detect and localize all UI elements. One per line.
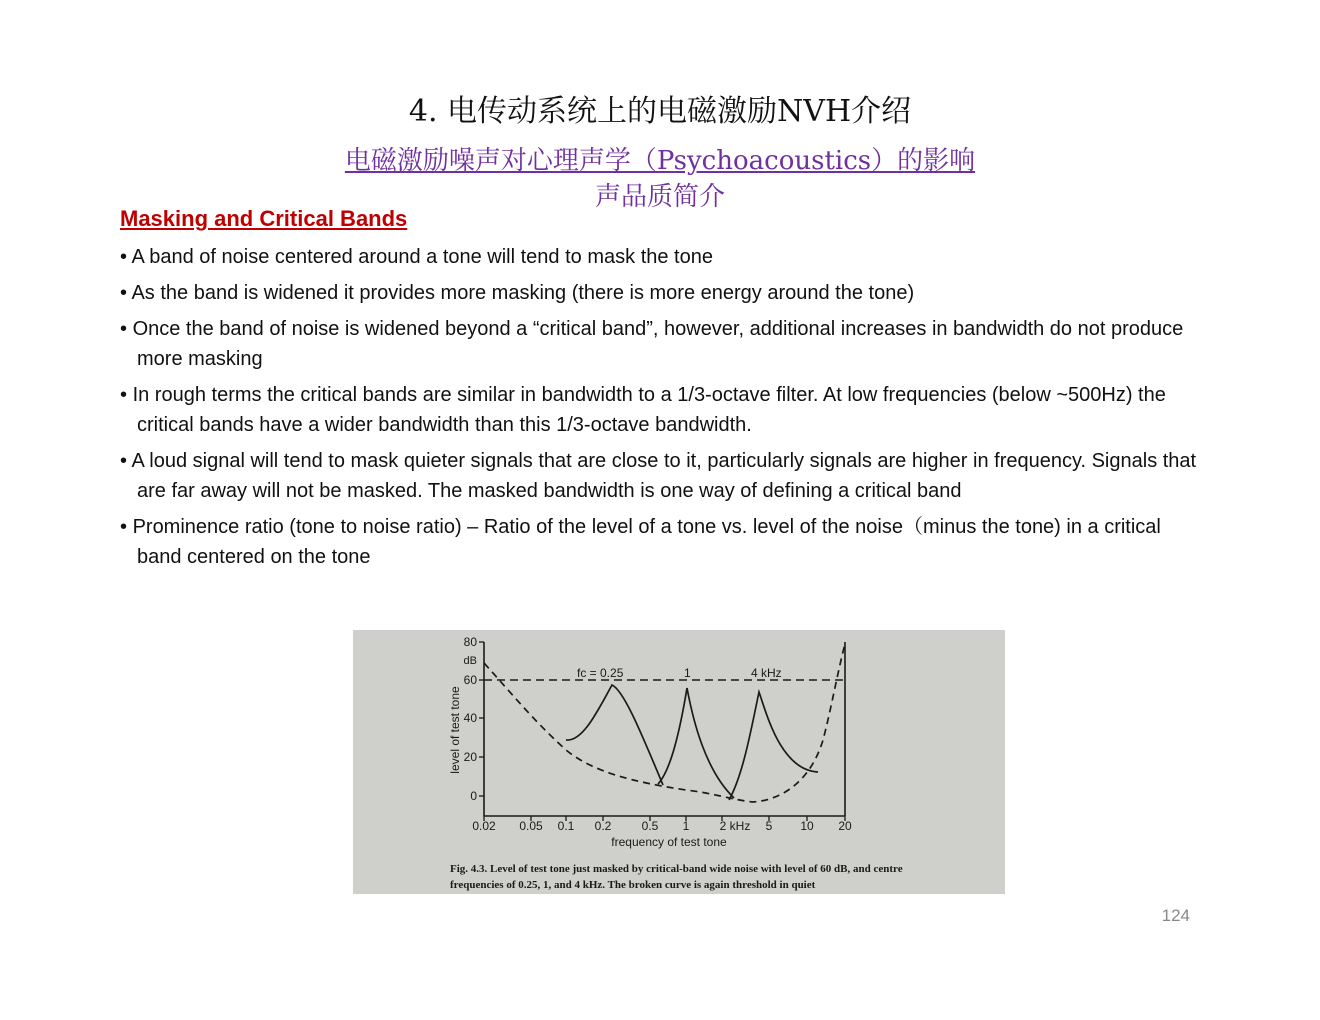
masking-figure (353, 630, 1005, 894)
bullet-item: • As the band is widened it provides more masking (there is more energy around the tone) (120, 278, 1210, 308)
y-tick-label-80: 80 (463, 635, 477, 649)
curve-label-fc: fc = 0.25 (577, 666, 624, 680)
bullet-item: • Once the band of noise is widened beyond a “critical band”, however, additional increases in bandwidth do not produce more masking (120, 314, 1210, 374)
masking-curve-1khz (658, 688, 734, 798)
subtitle-psychoacoustics (0, 140, 1320, 177)
plot-frame (484, 642, 845, 816)
x-tick-label: 1 (682, 819, 690, 833)
curve-label-4khz: 4 kHz (751, 666, 782, 680)
x-tick-label: 20 (838, 819, 852, 833)
y-unit-label: dB (463, 655, 477, 667)
x-tick-label: 0.05 (519, 819, 543, 833)
masking-curve-0-25khz (566, 685, 663, 785)
figure-caption-line2: frequencies of 0.25, 1, and 4 kHz. The broken curve is again threshold in quiet (450, 879, 816, 891)
x-axis-title: frequency of test tone (611, 835, 727, 849)
curve-labels (577, 666, 782, 680)
y-tick-label-60: 60 (463, 673, 477, 687)
x-tick-label: 0.1 (557, 819, 575, 833)
section-heading: Masking and Critical Bands (120, 206, 408, 231)
curve-label-1: 1 (684, 666, 691, 680)
x-tick-label: 10 (800, 819, 814, 833)
x-tick-label: 5 (765, 819, 773, 833)
threshold-in-quiet-curve (484, 644, 845, 802)
slide-title: 4. 电传动系统上的电磁激励NVH介绍 (408, 94, 912, 129)
bullet-item: • Prominence ratio (tone to noise ratio) – Ratio of the level of a tone vs. level of the noise（minus the tone) in a critical band centered on the tone (120, 512, 1210, 572)
bullet-list (120, 242, 1210, 578)
figure-caption (450, 863, 903, 891)
x-tick-label: 2 kHz (719, 819, 751, 833)
bullet-item: • In rough terms the critical bands are similar in bandwidth to a 1/3-octave filter. At low frequencies (below ~500Hz) the critical bands have a wider bandwidth than this 1/3-octave bandwidth. (120, 380, 1210, 440)
bullet-item: • A band of noise centered around a tone will tend to mask the tone (120, 242, 1210, 272)
x-tick-label: 0.02 (472, 819, 496, 833)
x-tick-label: 0.2 (594, 819, 612, 833)
x-tick-labels (472, 819, 852, 833)
masking-figure-svg (353, 630, 1005, 894)
y-tick-label-0: 0 (470, 789, 477, 803)
y-tick-label-20: 20 (463, 750, 477, 764)
masking-curve-4khz (729, 692, 818, 800)
subtitle-psychoacoustics-text: 电磁激励噪声对心理声学（Psychoacoustics）的影响 (344, 146, 976, 176)
bullet-item: • A loud signal will tend to mask quieter signals that are close to it, particularly signals are higher in frequency. Signals that are far away will not be masked. The masked bandwidth is one way of defining a critical band (120, 446, 1210, 506)
y-tick-label-40: 40 (463, 711, 477, 725)
page-number: 124 (1161, 906, 1190, 925)
y-axis-title: level of test tone (448, 686, 462, 774)
figure-caption-line1: Fig. 4.3. Level of test tone just masked by critical-band wide noise with level of 60 dB, and centre (450, 863, 903, 875)
subtitle-sound-quality: 声品质简介 (594, 182, 725, 212)
x-tick-label: 0.5 (641, 819, 659, 833)
